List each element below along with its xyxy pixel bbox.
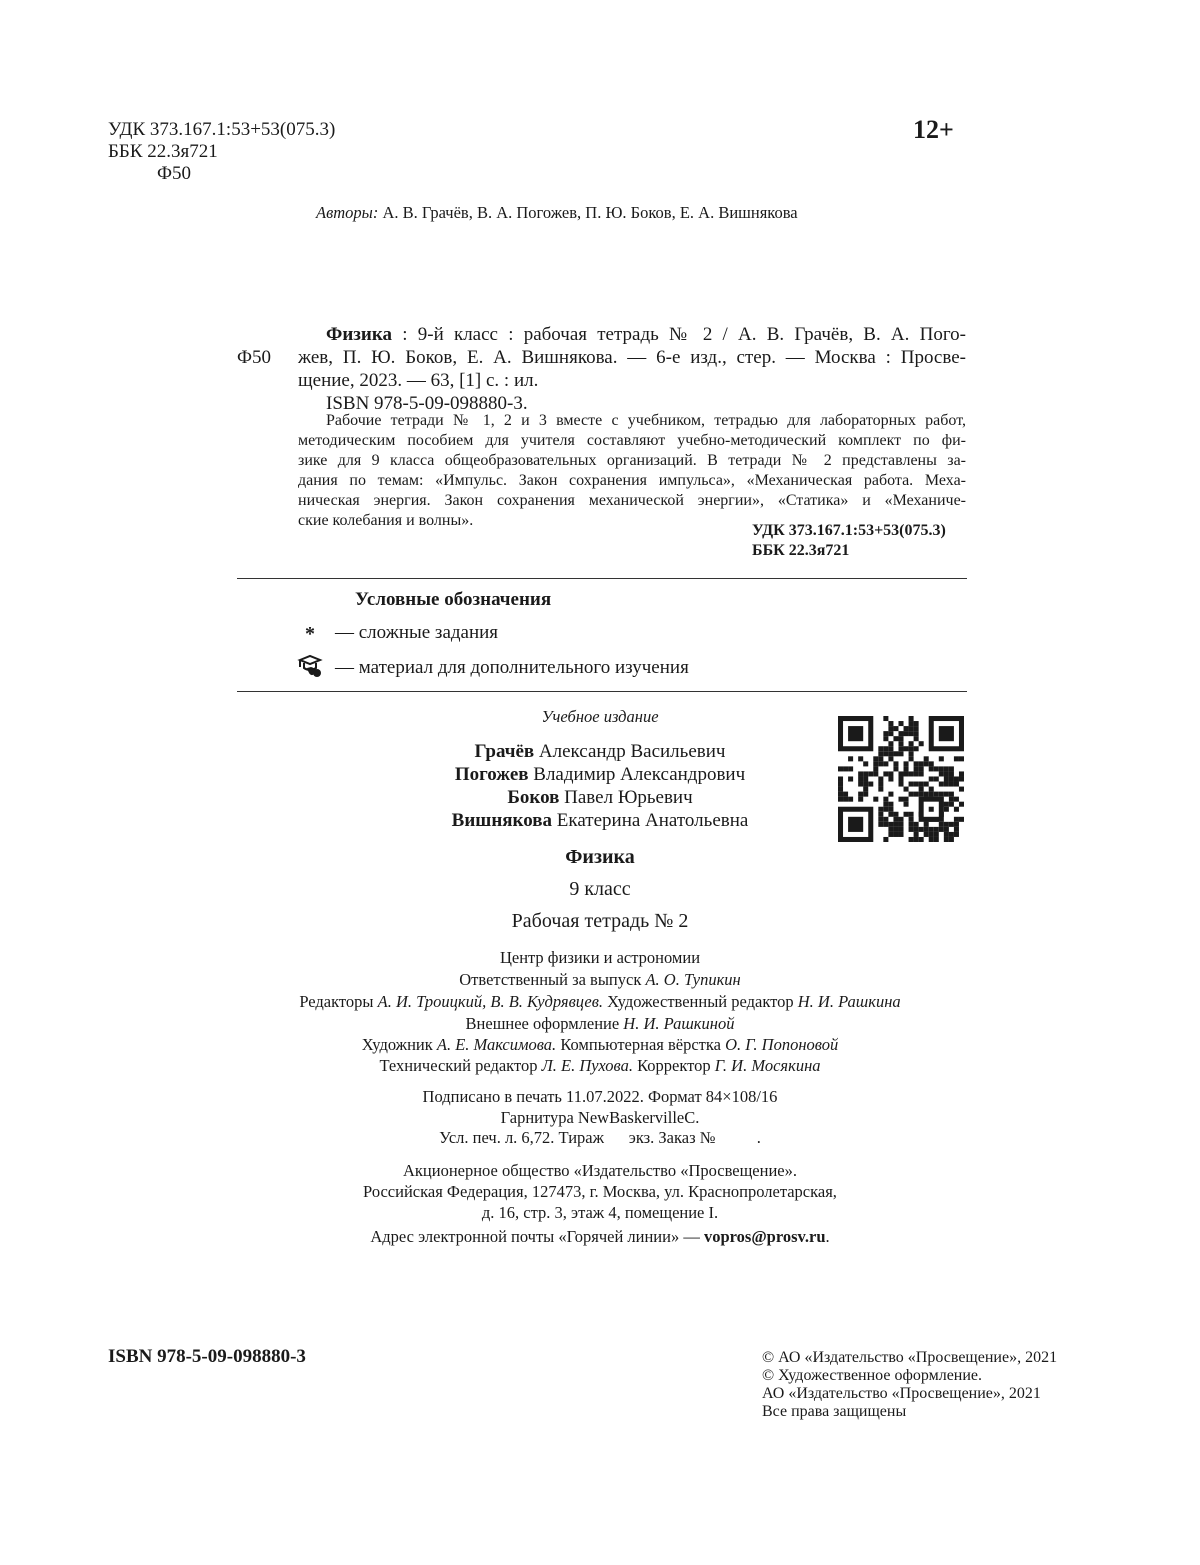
email-end: . bbox=[825, 1227, 830, 1246]
imprint-author bbox=[300, 740, 900, 763]
author-given: Владимир Александрович bbox=[528, 764, 746, 785]
annotation-line: Рабочие тетради № 1, 2 и 3 вместе с учебником, тетрадью для лабораторных работ, bbox=[326, 412, 966, 429]
annotation-line: ские колебания и волны». bbox=[298, 512, 474, 529]
age-rating: 12+ bbox=[913, 115, 954, 144]
center-name: Центр физики и астрономии bbox=[499, 948, 701, 967]
footer-isbn: ISBN 978-5-09-098880-3 bbox=[108, 1346, 306, 1367]
authors-label: Авторы: bbox=[316, 203, 379, 222]
record-udk: УДК 373.167.1:53+53(075.3) bbox=[752, 522, 946, 539]
record-isbn: ISBN 978-5-09-098880-3. bbox=[326, 393, 528, 414]
copyright-line: © Художественное оформление. bbox=[762, 1367, 983, 1384]
email-address: vopros@prosv.ru bbox=[703, 1227, 826, 1246]
author-surname: Боков bbox=[507, 787, 560, 808]
layout-name: О. Г. Попоновой bbox=[725, 1035, 839, 1054]
record-line-3: щение, 2023. — 63, [1] с. : ил. bbox=[298, 370, 539, 391]
publisher-line: д. 16, стр. 3, этаж 4, помещение I. bbox=[481, 1203, 719, 1222]
publisher-line: Российская Федерация, 127473, г. Москва, ул. Краснопролетарская, bbox=[363, 1182, 837, 1201]
design-name: Н. И. Рашкиной bbox=[623, 1014, 735, 1033]
responsible-line bbox=[200, 970, 1000, 991]
author-surname: Погожев bbox=[454, 764, 529, 785]
art-editor-name: Н. И. Рашкина bbox=[797, 992, 901, 1011]
author-given: Екатерина Анатольевна bbox=[552, 810, 749, 831]
print-info-line: Гарнитура NewBaskervilleC. bbox=[500, 1108, 700, 1127]
udk-code: УДК 373.167.1:53+53(075.3) bbox=[108, 119, 336, 140]
extra-material-icon bbox=[297, 654, 323, 680]
record-line-2: жев, П. Ю. Боков, Е. А. Вишнякова. — 6-е изд., стер. — Москва : Просве- bbox=[298, 347, 966, 368]
responsible-label: Ответственный за выпуск bbox=[459, 970, 646, 989]
proof-label: Корректор bbox=[632, 1056, 715, 1075]
art-editor-label: Художественный редактор bbox=[603, 992, 798, 1011]
legend-bottom-rule bbox=[237, 691, 967, 692]
author-surname: Вишнякова bbox=[451, 810, 553, 831]
qr-code bbox=[838, 716, 964, 842]
editors-label: Редакторы bbox=[299, 992, 378, 1011]
book-grade: 9 класс bbox=[569, 878, 631, 900]
annotation bbox=[298, 411, 966, 531]
book-subtitle: Рабочая тетрадь № 2 bbox=[511, 910, 689, 932]
record-line-1-text: : 9-й класс : рабочая тетрадь № 2 / А. В. Грачёв, В. А. Пого- bbox=[392, 324, 966, 345]
annotation-line: методическим пособием для учителя составляют учебно-методический комплект по фи- bbox=[298, 432, 966, 449]
imprint-author bbox=[300, 809, 900, 832]
copyright-line: Все права защищены bbox=[762, 1403, 907, 1420]
design-label: Внешнее оформление bbox=[465, 1014, 624, 1033]
artist-label: Художник bbox=[361, 1035, 437, 1054]
book-title: Физика bbox=[565, 846, 635, 868]
editors-line bbox=[150, 992, 1050, 1013]
imprint-author bbox=[300, 763, 900, 786]
annotation-line: ническая энергия. Закон сохранения механической энергии», «Статика» и «Механиче- bbox=[298, 492, 966, 509]
bbk-code: ББК 22.3я721 bbox=[108, 141, 218, 162]
print-info-line: Подписано в печать 11.07.2022. Формат 84×108/16 bbox=[422, 1087, 778, 1106]
tech-label: Технический редактор bbox=[379, 1056, 542, 1075]
record-title: Физика bbox=[326, 324, 393, 345]
author-given: Александр Васильевич bbox=[534, 741, 726, 762]
design-line bbox=[200, 1014, 1000, 1035]
artist-name: А. Е. Максимова. bbox=[436, 1035, 557, 1054]
responsible-name: А. О. Тупикин bbox=[645, 970, 741, 989]
legend-star-text: — сложные задания bbox=[335, 622, 499, 643]
author-sign: Ф50 bbox=[157, 163, 192, 184]
record-line-1 bbox=[298, 323, 966, 346]
annotation-line: зике для 9 класса общеобразовательных организаций. В тетради № 2 представлены за- bbox=[298, 452, 966, 469]
tech-line bbox=[150, 1056, 1050, 1077]
edition-type: Учебное издание bbox=[541, 707, 659, 726]
tech-name: Л. Е. Пухова. bbox=[541, 1056, 633, 1075]
legend-title: Условные обозначения bbox=[355, 589, 552, 610]
artist-line bbox=[150, 1035, 1050, 1056]
copyright-line: АО «Издательство «Просвещение», 2021 bbox=[762, 1385, 1041, 1402]
legend-extra-text: — материал для дополнительного изучения bbox=[335, 657, 689, 678]
copyright-line: © АО «Издательство «Просвещение», 2021 bbox=[762, 1349, 1058, 1366]
authors-line bbox=[316, 203, 798, 224]
authors-names: А. В. Грачёв, В. А. Погожев, П. Ю. Боков, Е. А. Вишнякова bbox=[382, 203, 798, 222]
print-info-line: Усл. печ. л. 6,72. Тираж экз. Заказ № . bbox=[439, 1128, 761, 1147]
annotation-line: дания по темам: «Импульс. Закон сохранения импульса», «Механическая работа. Меха- bbox=[298, 472, 966, 489]
bibliographic-record bbox=[298, 323, 966, 415]
record-bbk: ББК 22.3я721 bbox=[752, 542, 850, 559]
legend-top-rule bbox=[237, 578, 967, 579]
layout-label: Компьютерная вёрстка bbox=[556, 1035, 726, 1054]
publisher-line: Акционерное общество «Издательство «Просвещение». bbox=[402, 1161, 797, 1180]
proof-name: Г. И. Мосякина bbox=[714, 1056, 821, 1075]
imprint-author bbox=[300, 786, 900, 809]
author-given: Павел Юрьевич bbox=[559, 787, 693, 808]
editors-names: А. И. Троицкий, В. В. Кудрявцев. bbox=[377, 992, 604, 1011]
star-icon: * bbox=[305, 623, 315, 645]
email-label: Адрес электронной почты «Горячей линии» — bbox=[370, 1227, 704, 1246]
record-code: Ф50 bbox=[237, 347, 272, 368]
email-line bbox=[200, 1227, 1000, 1248]
author-surname: Грачёв bbox=[474, 741, 535, 762]
